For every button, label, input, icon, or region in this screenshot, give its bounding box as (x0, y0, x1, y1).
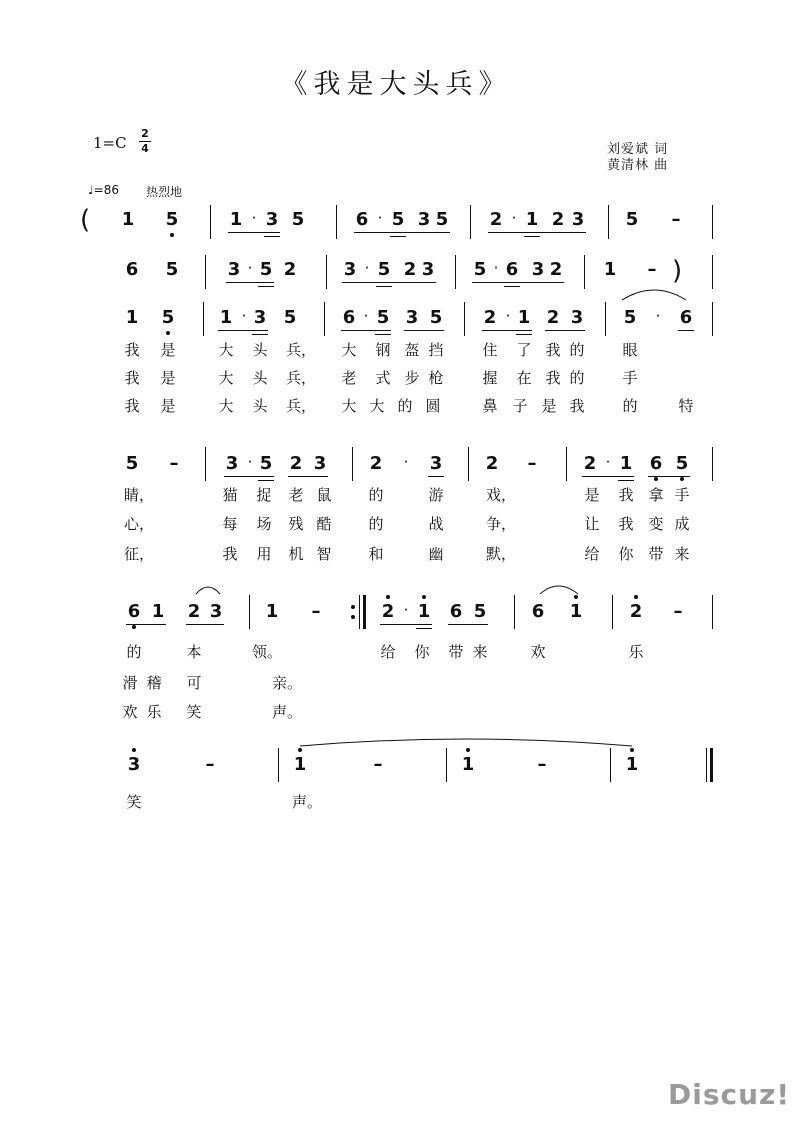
lyric: 争， (486, 515, 517, 533)
lyric: 握 (482, 369, 498, 387)
dotted-mark: · (377, 209, 383, 227)
lyric: 场 (256, 515, 272, 533)
note: 1 (461, 754, 475, 775)
lyric: 手 (674, 486, 690, 504)
note: 3 (405, 307, 419, 328)
lyric: 兵， (286, 397, 317, 415)
note: 3 (531, 259, 545, 280)
time-signature-top: 2 (141, 127, 149, 140)
note: 1 (625, 754, 639, 775)
lyric: 本 (186, 643, 202, 661)
lyric: 每 (222, 515, 238, 533)
lyric: 我 (124, 369, 140, 387)
note: 2 (283, 259, 297, 280)
lyric: 亲。 (272, 674, 303, 692)
lyric: 盔 (404, 341, 420, 359)
lyric: 来 (674, 545, 690, 563)
note: 3 (421, 259, 435, 280)
lyric: 是 (160, 341, 176, 359)
note: 1 (619, 453, 633, 474)
note: 1 (219, 307, 233, 328)
lyric: 和 (368, 545, 384, 563)
note: 2 (187, 601, 201, 622)
lyric: 是 (541, 397, 557, 415)
lyric: 大 (369, 397, 385, 415)
lyric: 式 (375, 369, 391, 387)
note: 2 (489, 209, 503, 230)
dash: – (311, 601, 321, 622)
note: 1 (151, 601, 165, 622)
lyric: 带 (648, 545, 664, 563)
dotted-mark: · (247, 259, 253, 277)
lyric: 特 (678, 397, 694, 415)
expression-marking: 热烈地 (146, 185, 183, 199)
note: 5 (165, 209, 179, 230)
lyric: 声。 (272, 703, 303, 721)
lyric: 兵， (286, 341, 317, 359)
lyric: 住 (482, 341, 498, 359)
note: 5 (283, 307, 297, 328)
lyric: 我 (545, 341, 561, 359)
lyric: 圆 (425, 397, 441, 415)
lyric: 智 (316, 545, 332, 563)
dash: – (537, 754, 547, 775)
lyric: 给 (584, 545, 600, 563)
lyric: 我 (618, 486, 634, 504)
note: 6 (679, 307, 693, 328)
lyric: 成 (674, 515, 690, 533)
note: 2 (549, 259, 563, 280)
note: 3 (253, 307, 267, 328)
note: 5 (623, 307, 637, 328)
note: 2 (403, 259, 417, 280)
lyric: 大 (341, 397, 357, 415)
lyric: 捉 (256, 486, 272, 504)
lyric: 给 (380, 643, 396, 661)
lyric: 老 (341, 369, 357, 387)
dotted-mark: · (247, 453, 253, 471)
lyric: 大 (218, 341, 234, 359)
lyric: 是 (584, 486, 600, 504)
note: 6 (531, 601, 545, 622)
note: 5 (125, 453, 139, 474)
close-paren: ) (672, 256, 683, 286)
lyric: 你 (414, 643, 430, 661)
lyric: 欢 (530, 643, 546, 661)
note: 1 (121, 209, 135, 230)
open-paren: ( (80, 205, 91, 235)
note: 6 (342, 307, 356, 328)
lyric: 游 (428, 486, 444, 504)
lyric: 默， (486, 545, 517, 563)
note: 1 (417, 601, 431, 622)
slur (196, 587, 220, 594)
note: 1 (265, 601, 279, 622)
note: 1 (569, 601, 583, 622)
lyric: 我 (124, 397, 140, 415)
tie (300, 739, 632, 746)
lyric: 机 (288, 545, 304, 563)
lyric: 睛， (124, 486, 155, 504)
dash: – (647, 259, 657, 280)
lyric: 头 (252, 369, 268, 387)
note: 1 (125, 307, 139, 328)
lyricist-credit: 刘爱斌 词 (607, 142, 669, 157)
lyric: 步 (404, 369, 420, 387)
note: 1 (525, 209, 539, 230)
lyric: 的 (397, 397, 413, 415)
lyric: 可 (186, 674, 202, 692)
dotted-mark: · (403, 453, 409, 471)
note: 3 (343, 259, 357, 280)
note: 5 (435, 209, 449, 230)
note: 2 (289, 453, 303, 474)
note: 2 (583, 453, 597, 474)
slur (622, 290, 686, 300)
lyric: 酷 (316, 515, 332, 533)
note: 5 (259, 453, 273, 474)
note: 3 (127, 754, 141, 775)
note: 6 (125, 259, 139, 280)
dash: – (527, 453, 537, 474)
watermark: Discuz! (668, 1078, 791, 1111)
lyric: 老 (288, 486, 304, 504)
lyric: 残 (288, 515, 304, 533)
lyric: 战 (428, 515, 444, 533)
lyric: 笑 (186, 703, 202, 721)
lyric: 大 (218, 369, 234, 387)
lyric: 是 (160, 397, 176, 415)
key-signature: 1=C (93, 134, 127, 152)
lyric: 是 (160, 369, 176, 387)
note: 5 (391, 209, 405, 230)
note: 6 (127, 601, 141, 622)
dash: – (205, 754, 215, 775)
note: 2 (483, 307, 497, 328)
dash: – (373, 754, 383, 775)
lyric: 变 (648, 515, 664, 533)
lyric: 乐 (628, 643, 644, 661)
note: 3 (313, 453, 327, 474)
dotted-mark: · (251, 209, 257, 227)
lyric: 声。 (292, 793, 323, 811)
lyric: 的 (126, 643, 142, 661)
lyric: 我 (545, 369, 561, 387)
lyric: 我 (124, 341, 140, 359)
note: 1 (293, 754, 307, 775)
dotted-mark: · (605, 453, 611, 471)
lyric: 拿 (648, 486, 664, 504)
note: 6 (449, 601, 463, 622)
note: 6 (505, 259, 519, 280)
note: 3 (417, 209, 431, 230)
note: 3 (227, 259, 241, 280)
note: 5 (161, 307, 175, 328)
note: 2 (381, 601, 395, 622)
lyric: 让 (584, 515, 600, 533)
lyric: 手 (622, 369, 638, 387)
note: 5 (473, 601, 487, 622)
song-title: 《我是大头兵》 (280, 69, 512, 100)
note: 5 (291, 209, 305, 230)
lyric: 欢 (122, 703, 138, 721)
lyric: 鼠 (316, 486, 332, 504)
dotted-mark: · (403, 601, 409, 619)
lyric: 带 (448, 643, 464, 661)
note: 3 (571, 209, 585, 230)
lyric: 心， (124, 515, 155, 533)
lyric: 了 (516, 341, 532, 359)
lyric: 挡 (428, 341, 444, 359)
note: 6 (355, 209, 369, 230)
lyric: 戏， (486, 486, 517, 504)
dotted-mark: · (511, 209, 517, 227)
note: 5 (377, 259, 391, 280)
lyric: 幽 (428, 545, 444, 563)
note: 5 (625, 209, 639, 230)
note: 1 (603, 259, 617, 280)
dotted-mark: · (363, 307, 369, 325)
note: 2 (485, 453, 499, 474)
note: 3 (225, 453, 239, 474)
note: 1 (229, 209, 243, 230)
dotted-mark: · (655, 307, 661, 325)
dotted-mark: · (505, 307, 511, 325)
lyric: 枪 (428, 369, 444, 387)
lyric: 眼 (622, 341, 638, 359)
note: 3 (429, 453, 443, 474)
note: 2 (551, 209, 565, 230)
note: 1 (517, 307, 531, 328)
lyric: 的 (569, 341, 585, 359)
note: 5 (675, 453, 689, 474)
lyric: 头 (252, 341, 268, 359)
lyric: 我 (618, 515, 634, 533)
lyric: 大 (341, 341, 357, 359)
lyric: 乐 (146, 703, 162, 721)
lyric: 笑 (126, 793, 142, 811)
lyric: 的 (569, 369, 585, 387)
composer-credit: 黄清林 曲 (607, 158, 669, 173)
note: 2 (369, 453, 383, 474)
dash: – (673, 601, 683, 622)
note: 5 (376, 307, 390, 328)
lyric: 的 (368, 486, 384, 504)
note: 6 (649, 453, 663, 474)
dotted-mark: · (364, 259, 370, 277)
lyric: 你 (618, 545, 634, 563)
lyric: 的 (622, 397, 638, 415)
note: 3 (570, 307, 584, 328)
lyric: 我 (569, 397, 585, 415)
time-signature-bottom: 4 (141, 142, 149, 155)
note: 2 (546, 307, 560, 328)
lyric: 鼻 (482, 397, 498, 415)
note: 3 (265, 209, 279, 230)
dash: – (169, 453, 179, 474)
tempo-marking: ♩=86 (88, 183, 119, 197)
lyric: 钢 (375, 341, 391, 359)
lyric: 子 (512, 397, 528, 415)
note: 5 (165, 259, 179, 280)
lyric: 大 (218, 397, 234, 415)
note: 2 (629, 601, 643, 622)
lyric: 滑 (122, 674, 138, 692)
lyric: 用 (256, 545, 272, 563)
lyric: 稽 (146, 674, 162, 692)
lyric: 的 (368, 515, 384, 533)
lyric: 在 (516, 369, 532, 387)
lyric: 征， (124, 545, 155, 563)
lyric: 来 (472, 643, 488, 661)
slur (540, 586, 578, 594)
note: 5 (259, 259, 273, 280)
note: 5 (429, 307, 443, 328)
lyric: 兵， (286, 369, 317, 387)
dotted-mark: · (493, 259, 499, 277)
lyric: 猫 (222, 486, 238, 504)
lyric: 我 (222, 545, 238, 563)
lyric: 领。 (252, 643, 283, 661)
note: 3 (209, 601, 223, 622)
dotted-mark: · (241, 307, 247, 325)
dash: – (671, 209, 681, 230)
lyric: 头 (252, 397, 268, 415)
note: 5 (473, 259, 487, 280)
